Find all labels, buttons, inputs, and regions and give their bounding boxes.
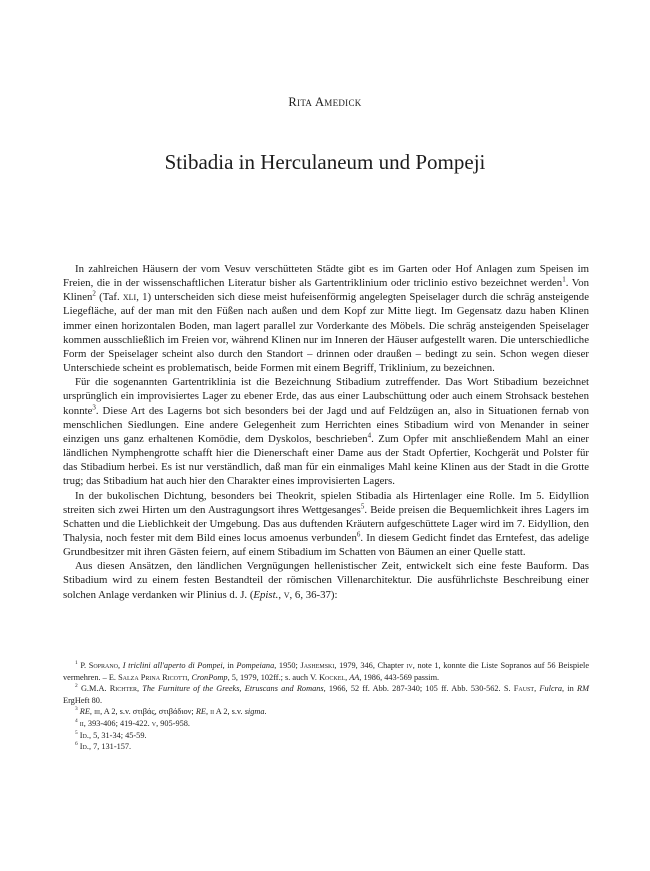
fn3-volume-2: ii: [210, 707, 215, 717]
p3-text-b: . Beide preisen die Bequemlichkeit ihres Lagers im Schatten und die Lieblichkeit der Umgebung. Das aus duftenden Kräutern aufgeschüttete Lager wird im 7. Eidyllion, den Thalysia, noch fester mit dem Bild eines locus amoenus verbunden: [63, 503, 589, 544]
footnotes: [63, 660, 589, 753]
fn3-f: .: [264, 707, 267, 717]
fn1-title-4: AA: [349, 672, 360, 682]
fn2-author-1: Richter: [109, 684, 137, 694]
footnote-2: [63, 683, 589, 706]
fn1-chapter: iv: [406, 661, 413, 670]
footnote-1: [63, 660, 589, 683]
footnote-ref-4[interactable]: 4: [367, 431, 372, 440]
footnote-ref-2[interactable]: 2: [92, 289, 96, 298]
fn3-a: ,: [89, 707, 95, 717]
fn3-e: A 2, s.v.: [214, 707, 245, 717]
fn1-d: , 1950;: [274, 661, 301, 670]
footnote-5-number: 5: [75, 729, 78, 736]
footnote-2-number: 2: [75, 683, 78, 690]
footnote-5: [63, 730, 589, 742]
fn1-c: , in: [222, 661, 237, 670]
fn3-title-2: RE: [195, 707, 206, 717]
fn1-title-1: I triclini all'aperto di Pompei: [122, 661, 223, 670]
author-name: Rita Amedick: [288, 95, 362, 109]
fn1-f: , note 1, konnte die Liste Sopranos auf 56 Beispiele vermehren. – E.: [63, 661, 590, 682]
article-body: [63, 262, 589, 602]
fn1-author-2: Jashemski: [300, 661, 335, 670]
paragraph-1: [63, 262, 589, 375]
footnote-ref-5[interactable]: 5: [360, 502, 365, 511]
p1-text-d: , 1) unterscheiden sich diese meist hufeisenförmig angelegten Speiselager durch die schräg ansteigende Liegefläche, auf der man mit den Füßen nach außen und dem Kopf zur Mitte liegt. Im Gegensatz dazu haben Klinen immer einen horizontalen Boden, man lagert parallel zur Vorderkante des Möbels. Die schräg ansteigenden Speiselager kommen ausschließlich im Freien vor, während Klinen nur im Inneren der Häuser aufgestellt waren. Die unterschiedliche Form der Speiselager scheint also durch den Standort – drinnen oder draußen – bedingt zu sein. Schon wegen dieser Unterschiede scheint es problematisch, beide Formen mit einem Begriff, Triklinium, zu bezeichnen.: [63, 291, 589, 375]
fn2-a: G.M.A.: [80, 684, 110, 694]
footnote-1-number: 1: [75, 660, 78, 667]
fn1-title-3: CronPomp: [191, 672, 228, 682]
fn3-volume-1: iii: [94, 707, 101, 717]
fn1-i: ,: [345, 672, 350, 682]
fn2-author-2: Faust: [513, 684, 535, 694]
fn4-volume-1: ii: [79, 718, 84, 728]
fn2-f: ErgHeft 80.: [63, 695, 103, 705]
fn1-e: , 1979, 346, Chapter: [334, 661, 407, 670]
p1-text-c: (Taf.: [95, 291, 123, 304]
fn3-title-1: RE: [79, 707, 90, 717]
fn3-greek: στιβάς, στιβάδιον: [132, 707, 192, 717]
fn1-author-4: Kockel: [319, 672, 346, 682]
fn2-title-1: The Furniture of the Greeks, Etruscans and Romans: [142, 684, 324, 694]
fn6-a: , 7, 131-157.: [88, 742, 132, 752]
fn2-title-3: RM: [577, 684, 590, 694]
fn3-d: ,: [205, 707, 211, 717]
article-title: Stibadia in Herculaneum und Pompeji: [164, 150, 486, 174]
fn1-j: , 1986, 443-569 passim.: [359, 672, 440, 682]
p3-text-c: . In diesem Gedicht findet das Erntefest, das adelige Grundbesitzer mit ihren Gästen feiern, auf einem Stibadium im Schatten von Bäumen an einer Quelle statt.: [63, 531, 589, 559]
fn4-volume-2: v: [151, 718, 157, 728]
p4-text-b: ,: [278, 588, 284, 601]
footnote-3-number: 3: [75, 706, 78, 713]
p2-text-c: . Zum Opfer mit anschließendem Mahl an einer ländlichen Nymphengrotte schafft hier die Dienerschaft einer Dame aus der Stadt Opfertier, Kochgerät und Polster für das Stibadium herbei. Es ist nur verständlich, daß man für ein einmaliges Mahl keine Klinen aus der Stadt in die Grotte trug; das Stibadium hat auch hier den Charakter eines improvisierten Lagers.: [63, 432, 589, 488]
footnote-3: [63, 706, 589, 718]
footnote-ref-6[interactable]: 6: [356, 530, 361, 539]
fn3-title-3: sigma: [244, 707, 265, 717]
fn1-author-3: Salza Prina Ricotti: [118, 672, 188, 682]
plate-number: xli: [122, 291, 137, 304]
fn3-c: ;: [191, 707, 196, 717]
footnote-ref-3[interactable]: 3: [92, 402, 96, 411]
footnote-ref-1[interactable]: 1: [562, 275, 566, 284]
paragraph-2: [63, 375, 589, 488]
p4-text-a: Aus diesen Ansätzen, den ländlichen Vergnügungen hellenistischer Zeit, entwickelt sich eine feste Bauform. Das Stibadium wird zu einem festen Bestandteil der römischen Villenarchitektur. Die ausführlichste Beschreibung einer solchen Anlage verdanken wir Plinius d. J. (: [63, 560, 589, 601]
fn1-author-1: Soprano: [88, 661, 119, 670]
fn2-e: , in: [562, 684, 578, 694]
fn3-b: , A 2, s.v.: [100, 707, 133, 717]
fn4-b: , 905-958.: [156, 718, 190, 728]
citation-volume: v: [283, 588, 290, 601]
fn5-ibid: Id.: [79, 730, 89, 740]
footnote-6-number: 6: [75, 741, 78, 748]
fn1-title-2: Pompeiana: [236, 661, 275, 670]
p1-text-b: . Von Klinen: [63, 277, 589, 304]
footnote-6: [63, 741, 589, 753]
footnote-4: [63, 718, 589, 730]
citation-title: Epist.: [253, 588, 279, 601]
fn2-b: ,: [136, 684, 143, 694]
fn4-a: , 393-406; 419-422.: [83, 718, 152, 728]
footnote-4-number: 4: [75, 718, 78, 725]
fn1-g: ,: [187, 672, 192, 682]
p1-text-a: In zahlreichen Häusern der vom Vesuv verschütteten Städte gibt es im Garten oder Hof Anlagen zum Speisen im Freien, die in der wissenschaftlichen Literatur bisher als Gartentriklinium oder triclinio estivo bezeichnet werden: [63, 263, 589, 290]
paragraph-4: [63, 559, 589, 601]
p4-text-c: , 6, 36-37):: [289, 588, 338, 601]
fn5-a: , 5, 31-34; 45-59.: [88, 730, 147, 740]
paragraph-3: [63, 489, 589, 560]
p2-text-b: . Diese Art des Lagerns bot sich besonders bei der Jagd und auf Feldzügen an, also in Situationen fernab von menschlichen Siedlungen. Eine andere Gelegenheit zum Herrichten eines Stibadium wird von Menander in seiner einzigen uns ganz erhaltenen Komödie, dem Dyskolos, beschrieben: [63, 404, 589, 445]
fn6-ibid: Id.: [79, 742, 89, 752]
p3-text-a: In der bukolischen Dichtung, besonders bei Theokrit, spielen Stibadia als Hirtenlager eine Rolle. Im 5. Eidyllion streiten sich zwei Hirten um den Austragungsort ihres Wettgesanges: [63, 489, 589, 516]
fn1-h: , 5, 1979, 102ff.; s. auch V.: [227, 672, 320, 682]
fn2-title-2: Fulcra: [539, 684, 563, 694]
fn2-d: ,: [534, 684, 540, 694]
p2-text-a: Für die sogenannten Gartentriklinia ist die Bezeichnung Stibadium zutreffender. Das Wort Stibadium bezeichnet ursprünglich ein improvisiertes Lager zu ebener Erde, das aus einer Laubschüttung oder auch einem Strohsack bestehen konnte: [63, 376, 589, 417]
fn1-a: P.: [80, 661, 89, 670]
fn2-c: , 1966, 52 ff. Abb. 287-340; 105 ff. Abb. 530-562. S.: [323, 684, 514, 694]
fn1-b: ,: [118, 661, 123, 670]
